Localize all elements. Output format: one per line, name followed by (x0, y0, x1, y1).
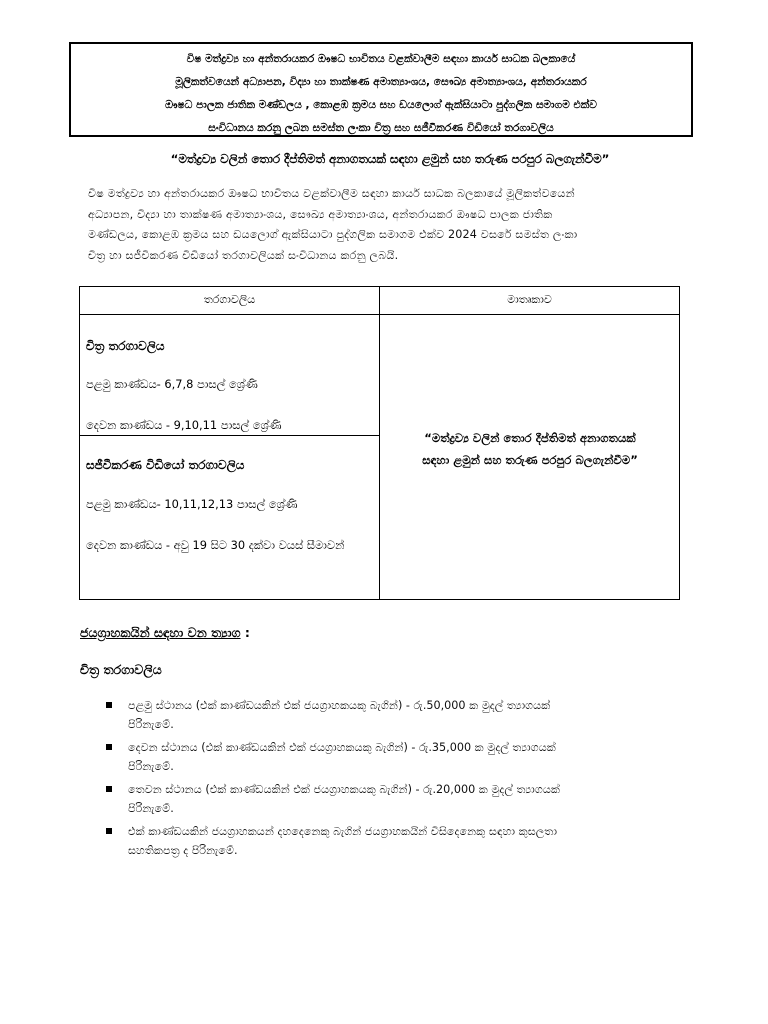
square-bullet-icon (106, 828, 112, 834)
animation-competition-title: සජීවීකරණ විඩියෝ තරගාවලිය (86, 458, 245, 472)
prize-text: පිරිනැමේ. (128, 802, 174, 815)
square-bullet-icon (106, 702, 112, 708)
intro-paragraph (88, 184, 700, 266)
title-line: ඖෂධ පාලක ජාතික මණ්ඩලය , කොළඹ ක්‍රමය සහ ඩයලොග් ඇක්සියාටා පුද්ගලික සමාගම එක්ව (165, 99, 597, 111)
prizes-heading (80, 625, 250, 641)
title-line: විෂ මත්ද්‍රව්‍ය හා අන්තරායකර ඖෂධ භාවිතය වළක්වාලීම සඳහා කාර්ය සාධක බලකායේ (186, 53, 576, 65)
prize-text: පළමු ස්ථානය (එක් කාණ්ඩයකින් එක් ජයග්‍රාහකයකු බැගින්) - රු.50,000 ක මුදල් ත්‍යාගයක් (128, 699, 551, 712)
prize-list (106, 696, 746, 864)
list-item (106, 822, 746, 860)
competition-table (79, 286, 680, 600)
prize-text: පිරිනැමේ. (128, 718, 174, 731)
prize-text: පිරිනැමේ. (128, 760, 174, 773)
column-divider (379, 287, 380, 599)
list-item (106, 780, 746, 818)
art-competition-title: චිත්‍ර තරගාවලිය (86, 339, 165, 353)
intro-line: අධ්‍යාපන, විද්‍යා හා තාක්ෂණ අමාත්‍යාංශය, සෞඛ්‍ය අමාත්‍යාංශය, අන්තරායකර ඖෂධ පාලක ජාතික (88, 207, 553, 221)
slogan-subtitle: “මත්ද්‍රව්‍ය වලින් තොර දීප්තිමත් අනාගතයක් සඳහා ළමුන් සහ තරුණ පරපුර බලගැන්වීම” (170, 152, 610, 166)
list-item (106, 696, 746, 734)
title-line: මූලිකත්වයෙන් අධ්‍යාපන, විද්‍යා හා තාක්ෂණ අමාත්‍යාංශය, සෞඛ්‍ය අමාත්‍යාංශය, අන්තරායකර (175, 76, 587, 88)
intro-line: මණ්ඩලය, කොළඹ ක්‍රමය සහ ඩයලොග් ඇක්සියාටා පුද්ගලික සමාගම එක්ව 2024 වසරේ සමස්ත ලංකා (88, 228, 578, 241)
title-line: සංවිධානය කරනු ලබන සමස්ත ලංකා චිත්‍ර සහ සජීවීකරණ විඩියෝ තරගාවලිය (208, 122, 554, 134)
category-divider (80, 435, 379, 436)
art-prizes-heading: චිත්‍ර තරගාවලිය (80, 662, 162, 677)
list-item (106, 738, 746, 776)
art-category-1: පළමු කාණ්ඩය- 6,7,8 පාසල් ශ්‍රේණි (86, 377, 258, 391)
intro-line: චිත්‍ර හා සජීවීකරණ විඩියෝ තරගාවලියක් සංවිධානය කරනු ලබයි. (88, 248, 399, 262)
theme-line: “මත්ද්‍රව්‍ය වලින් තොර දීප්තිමත් අනාගතයක් (424, 431, 636, 445)
header-row-divider (80, 314, 679, 315)
theme-line: සඳහා ළමුන් සහ තරුණ පරපුර බලගැන්වීම” (422, 453, 638, 467)
prizes-heading-colon: : (240, 625, 250, 640)
intro-line: විෂ මත්ද්‍රව්‍ය හා අන්තරායකර ඖෂධ භාවිතය වළක්වාලීම සඳහා කාර්ය සාධක බලකායේ මූලිකත්වයෙන් (88, 187, 575, 200)
prize-text: දෙවන ස්ථානය (එක් කාණ්ඩයකින් එක් ජයග්‍රාහකයකු බැගින්) - රු.35,000 ක මුදල් ත්‍යාගයක් (128, 741, 556, 754)
prizes-heading-text: ජයග්‍රාහකයින් සඳහා වන ත්‍යාග (80, 625, 241, 640)
prize-text: සහතිකපත්‍ර ද පිරිනැමේ. (128, 844, 238, 857)
column-header-competition: තරගාවලිය (203, 293, 256, 306)
square-bullet-icon (106, 786, 112, 792)
animation-category-1: පළමු කාණ්ඩය- 10,11,12,13 පාසල් ශ්‍රේණි (86, 497, 298, 511)
art-category-2: දෙවන කාණ්ඩය - 9,10,11 පාසල් ශ්‍රේණි (86, 418, 282, 432)
column-header-theme: මාතෘකාව (507, 293, 552, 306)
square-bullet-icon (106, 744, 112, 750)
prize-text: තෙවන ස්ථානය (එක් කාණ්ඩයකින් එක් ජයග්‍රාහකයකු බැගින්) - රු.20,000 ක මුදල් ත්‍යාගයක් (128, 783, 560, 796)
prize-text: එක් කාණ්ඩයකින් ජයග්‍රාහකයන් දහදෙනෙකු බැගින් ජයග්‍රාහකයින් විසිදෙනෙකු සඳහා කුසලතා (128, 825, 558, 838)
theme-cell (386, 427, 674, 471)
animation-category-2: දෙවන කාණ්ඩය - අවු 19 සිට 30 දක්වා වයස් සීමාවන් (86, 538, 345, 552)
title-box (69, 42, 693, 137)
